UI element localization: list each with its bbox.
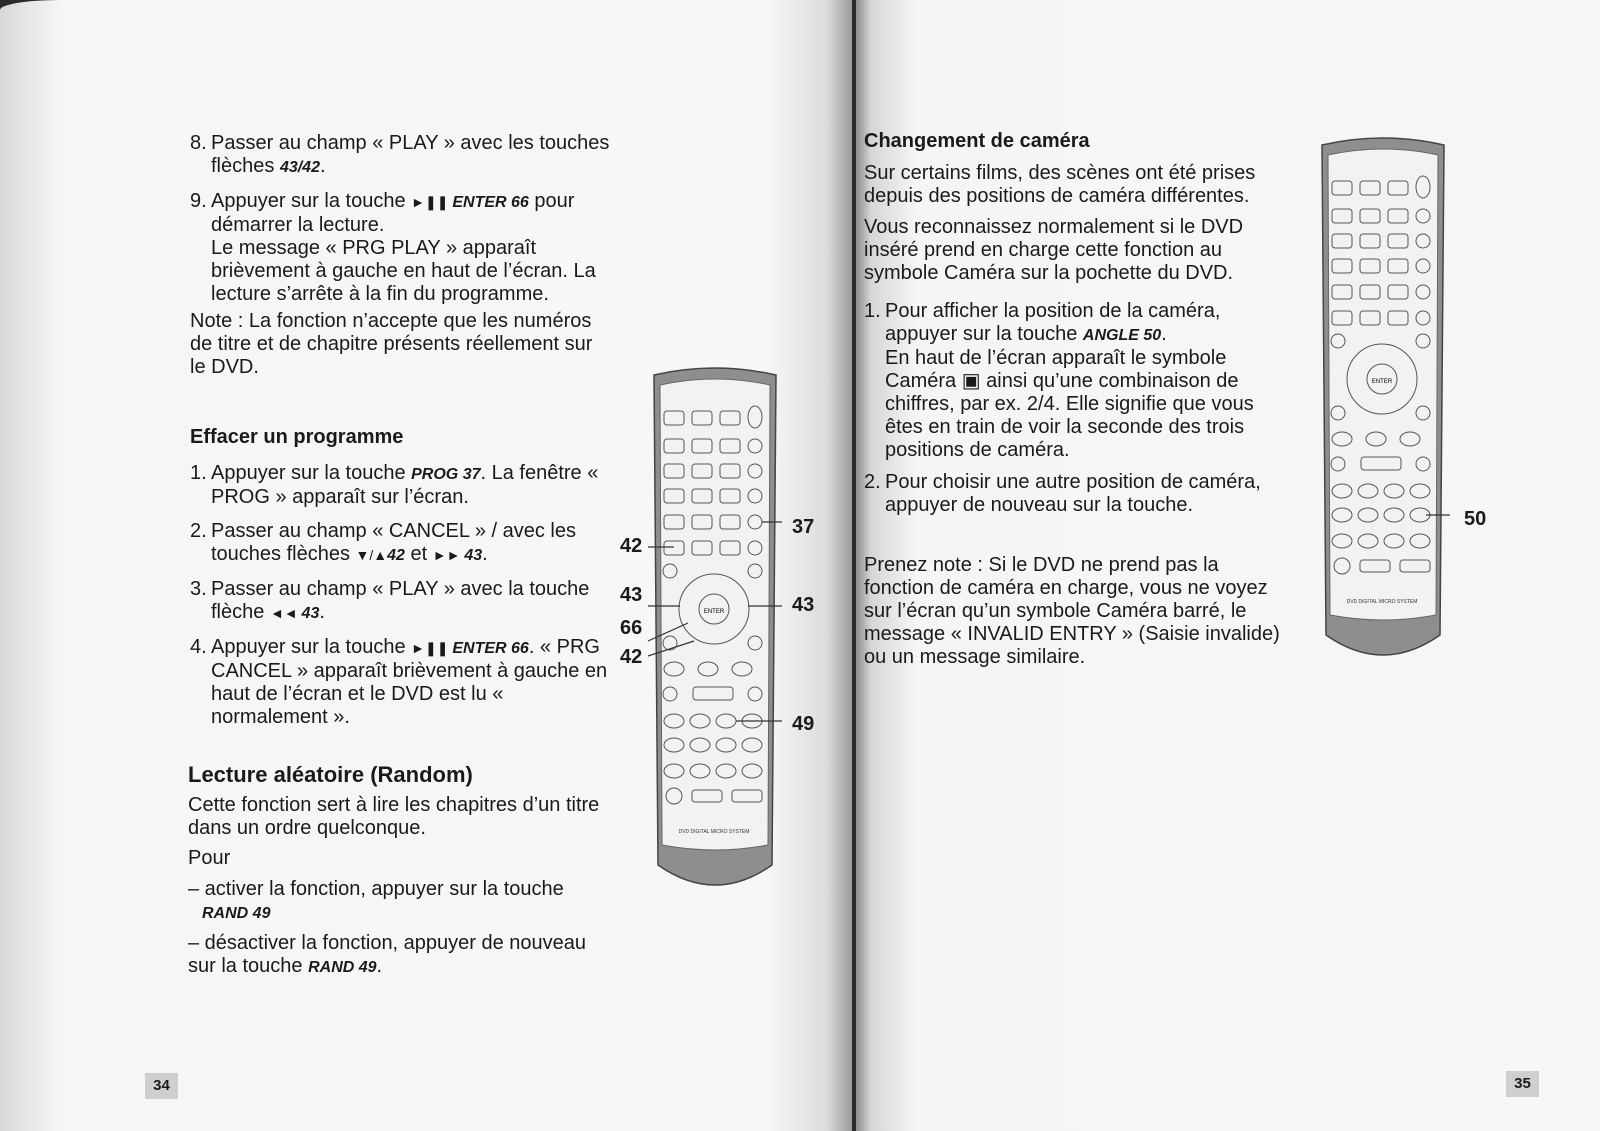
effacer-step-2: 2. Passer au champ « CANCEL » / avec les touches flèches ▼/▲42 et ►► 43.: [190, 520, 576, 565]
callout-49: 49: [792, 713, 815, 735]
callout-50: 50: [1464, 508, 1487, 530]
camera-step-1: 1. Pour afficher la position de la caméra, appuyer sur la touche ANGLE 50. En haut de l’écran apparaît le symbole Caméra ▣ ainsi qu’une combinaison de chiffres, par ex. 2/4. Elle signifie que vous êtes en train de voir la seconde des trois positions de caméra.: [864, 300, 1254, 461]
rewind-icon: ◄◄: [269, 605, 302, 621]
camera-note: Prenez note : Si le DVD ne prend pas la fonction de caméra en charge, vous ne voyez sur l’écran qu’un symbole Caméra barré, le message « INVALID ENTRY » (Saisie invalide) ou un message similaire.: [864, 554, 1280, 668]
step-8: 8. Passer au champ « PLAY » avec les touches flèches 43/42.: [190, 132, 610, 177]
svg-text:DVD DIGITAL MICRO SYSTEM: DVD DIGITAL MICRO SYSTEM: [1346, 599, 1418, 605]
page-number-right: 35: [1506, 1071, 1539, 1097]
effacer-step-4: 4. Appuyer sur la touche ►❚❚ ENTER 66. « PRG CANCEL » apparaît brièvement à gauche en haut de l’écran et le DVD est lu « normalement ».: [190, 636, 608, 728]
down-up-arrow-icon: ▼/▲: [355, 547, 388, 563]
section-title-random: Lecture aléatoire (Random): [188, 762, 473, 787]
forward-icon: ►►: [432, 547, 465, 563]
random-item-2: – désactiver la fonction, appuyer de nouveau sur la touche RAND 49.: [188, 932, 587, 977]
camera-intro-2: Vous reconnaissez normalement si le DVD inséré prend en charge cette fonction au symbole Caméra sur la pochette du DVD.: [864, 216, 1244, 284]
effacer-step-1: 1. Appuyer sur la touche PROG 37. La fenêtre « PROG » apparaît sur l’écran.: [190, 462, 599, 508]
section-title-effacer: Effacer un programme: [190, 426, 404, 448]
random-pour: Pour: [188, 847, 231, 869]
page-number-left: 34: [145, 1073, 178, 1099]
camera-step-2: 2. Pour choisir une autre position de caméra, appuyer de nouveau sur la touche.: [864, 471, 1261, 516]
svg-text:ENTER: ENTER: [703, 609, 725, 615]
random-intro: Cette fonction sert à lire les chapitres d’un titre dans un ordre quelconque.: [188, 794, 600, 839]
remote-control-illustration: [1316, 135, 1450, 663]
play-pause-icon: ►❚❚: [411, 640, 453, 656]
callout-43-b: 43: [792, 594, 815, 616]
callout-37: 37: [792, 516, 815, 538]
play-pause-icon: ►❚❚: [411, 194, 453, 210]
effacer-step-3: 3. Passer au champ « PLAY » avec la touche flèche ◄◄ 43.: [190, 578, 590, 623]
note: Note : La fonction n’accepte que les numéros de titre et de chapitre présents réellement sur le DVD.: [190, 310, 593, 378]
camera-intro-1: Sur certains films, des scènes ont été prises depuis des positions de caméra différentes.: [864, 162, 1256, 207]
callout-43-a: 43: [620, 584, 643, 606]
callout-42-b: 42: [620, 646, 643, 668]
step-9: 9. Appuyer sur la touche ►❚❚ ENTER 66 pour démarrer la lecture. Le message « PRG PLAY » apparaît brièvement à gauche en haut de l’écran. La lecture s’arrête à la fin du programme.: [190, 190, 596, 305]
callout-66: 66: [620, 617, 643, 639]
random-item-1: – activer la fonction, appuyer sur la touche RAND 49: [188, 878, 564, 922]
callout-42-a: 42: [620, 535, 643, 557]
svg-text:ENTER: ENTER: [1371, 379, 1393, 385]
right-page: [856, 0, 1600, 1131]
svg-text:DVD DIGITAL MICRO SYSTEM: DVD DIGITAL MICRO SYSTEM: [678, 829, 750, 835]
remote-control-illustration: [648, 365, 782, 893]
section-title-camera: Changement de caméra: [864, 130, 1090, 152]
